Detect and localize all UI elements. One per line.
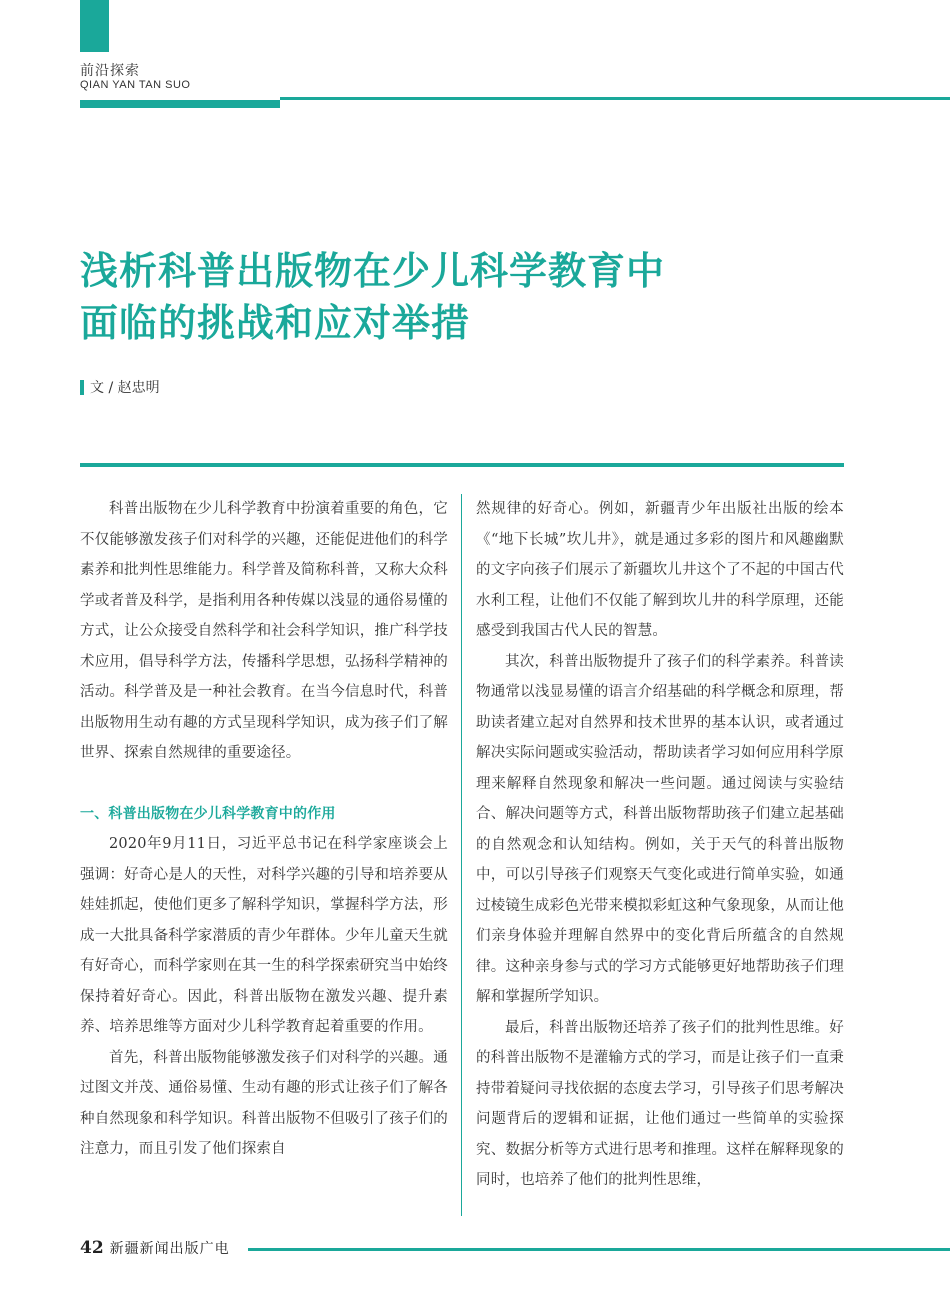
- paragraph: 然规律的好奇心。例如，新疆青少年出版社出版的绘本《“地下长城”坎儿井》，就是通过多彩的图片和风趣幽默的文字向孩子们展示了新疆坎儿井这个了不起的中国古代水利工程，让他们不仅能了解到坎儿井的科学原理，还能感受到我国古代人民的智慧。: [476, 501, 844, 639]
- paragraph: 其次，科普出版物提升了孩子们的科学素养。科普读物通常以浅显易懂的语言介绍基础的科学概念和原理，帮助读者建立起对自然界和技术世界的基本认识，或者通过解决实际问题或实验活动，帮助读者学习如何应用科学原理来解释自然现象和解决一些问题。通过阅读与实验结合、解决问题等方式，科普出版物帮助孩子们建立起基础的自然观念和认知结构。例如，关于天气的科普出版物中，可以引导孩子们观察天气变化或进行简单实验，如通过棱镜生成彩色光带来模拟彩虹这种气象现象，从而让他们亲身体验并理解自然界中的变化背后所蕴含的自然规律。这种亲身参与式的学习方式能够更好地帮助孩子们理解和掌握所学知识。: [476, 653, 844, 1005]
- header-color-block: [80, 0, 109, 52]
- paragraph: 科普出版物在少儿科学教育中扮演着重要的角色，它不仅能够激发孩子们对科学的兴趣，还能促进他们的科学素养和批判性思维能力。科学普及简称科普，又称大众科学或者普及科学，是指利用各种传媒以浅显的通俗易懂的方式，让公众接受自然科学和社会科学知识，推广科学技术应用，倡导科学方法，传播科学思想，弘扬科学精神的活动。科学普及是一种社会教育。在当今信息时代，科普出版物用生动有趣的方式呈现科学知识，成为孩子们了解世界、探索自然规律的重要途径。: [80, 501, 448, 761]
- body-column-right: [476, 494, 844, 1196]
- section-heading: 一、科普出版物在少儿科学教育中的作用: [80, 805, 336, 822]
- paragraph: 2020年9月11日，习近平总书记在科学家座谈会上强调：好奇心是人的天性，对科学兴趣的引导和培养要从娃娃抓起，使他们更多了解科学知识，掌握科学方法，形成一大批具备科学家潜质的青少年群体。少年儿童天生就有好奇心，而科学家则在其一生的科学探索研究当中始终保持着好奇心。因此，科普出版物在激发兴趣、提升素养、培养思维等方面对少儿科学教育起着重要的作用。: [80, 836, 448, 1035]
- body-column-left: [80, 494, 448, 1165]
- section-title-cn: 前沿探索: [80, 63, 140, 79]
- header-rule-thin: [280, 97, 950, 100]
- paragraph: 首先，科普出版物能够激发孩子们对科学的兴趣。通过图文并茂、通俗易懂、生动有趣的形式让孩子们了解各种自然现象和科学知识。科普出版物不但吸引了孩子们的注意力，而且引发了他们探索自: [80, 1049, 448, 1157]
- paragraph: 最后，科普出版物还培养了孩子们的批判性思维。好的科普出版物不是灌输方式的学习，而是让孩子们一直秉持带着疑问寻找依据的态度去学习，引导孩子们思考解决问题背后的逻辑和证据，让他们通过一些简单的实验探究、数据分析等方式进行思考和推理。这样在解释现象的同时，也培养了他们的批判性思维，: [476, 1019, 844, 1188]
- footer-rule: [248, 1248, 950, 1251]
- article-title: [80, 245, 665, 349]
- page-number: 42: [80, 1238, 104, 1258]
- page-footer: [80, 1238, 230, 1258]
- header-rule-thick: [80, 100, 280, 108]
- article-title-line2: 面临的挑战和应对举措: [80, 301, 471, 345]
- title-divider: [80, 463, 844, 467]
- article-title-line1: 浅析科普出版物在少儿科学教育中: [80, 249, 666, 293]
- column-divider: [461, 494, 462, 1216]
- byline-text: 文 / 赵忠明: [90, 380, 160, 396]
- byline-marker: [80, 380, 84, 395]
- byline: [80, 377, 160, 397]
- section-title-en: QIAN YAN TAN SUO: [80, 79, 191, 91]
- journal-name: 新疆新闻出版广电: [109, 1241, 230, 1257]
